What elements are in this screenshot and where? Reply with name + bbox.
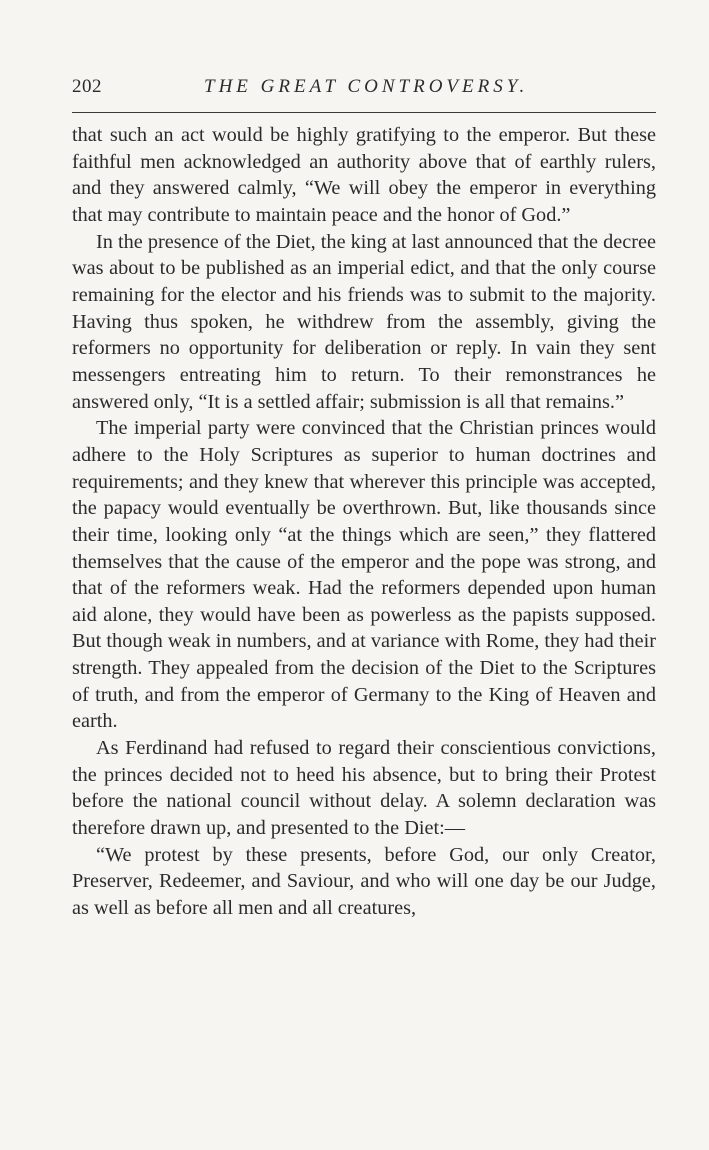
- header-rule: [72, 112, 656, 113]
- page-header: [72, 76, 656, 106]
- paragraph-quote: “We protest by these presents, before God, our only Creator, Preserver, Redeemer, and Saviour, and who will one day be our Judge, as well as before all men and all creatures,: [72, 843, 656, 920]
- body-text: [72, 122, 656, 922]
- paragraph-continued: that such an act would be highly gratifying to the emperor. But these faithful men acknowledged an authority above that of earthly rulers, and they answered calmly, “We will obey the emperor in everything that may contribute to maintain peace and the honor of God.”: [72, 124, 656, 226]
- paragraph: The imperial party were convinced that the Christian princes would adhere to the Holy Scriptures as superior to human doctrines and requirements; and they knew that wherever this principle was accepted, the papacy would eventually be overthrown. But, like thousands since their time, looking only “at the things which are seen,” they flattered themselves that the cause of the emperor and the pope was strong, and that of the reformers weak. Had the reformers depended upon human aid alone, they would have been as powerless as the papists supposed. But though weak in numbers, and at variance with Rome, they had their strength. They appealed from the decision of the Diet to the Scriptures of truth, and from the emperor of Germany to the King of Heaven and earth.: [72, 417, 656, 733]
- running-title: THE GREAT CONTROVERSY.: [204, 76, 529, 97]
- page-number: 202: [72, 76, 102, 97]
- paragraph: In the presence of the Diet, the king at last announced that the decree was about to be published as an imperial edict, and that the only course remaining for the elector and his friends was to submit to the majority. Having thus spoken, he withdrew from the assembly, giving the reformers no opportunity for deliberation or reply. In vain they sent messengers entreating him to return. To their remonstrances he answered only, “It is a settled affair; submission is all that remains.”: [72, 230, 656, 413]
- paragraph: As Ferdinand had refused to regard their conscientious convictions, the princes decided not to heed his absence, but to bring their Protest before the national council without delay. A solemn declaration was therefore drawn up, and presented to the Diet:—: [72, 737, 656, 840]
